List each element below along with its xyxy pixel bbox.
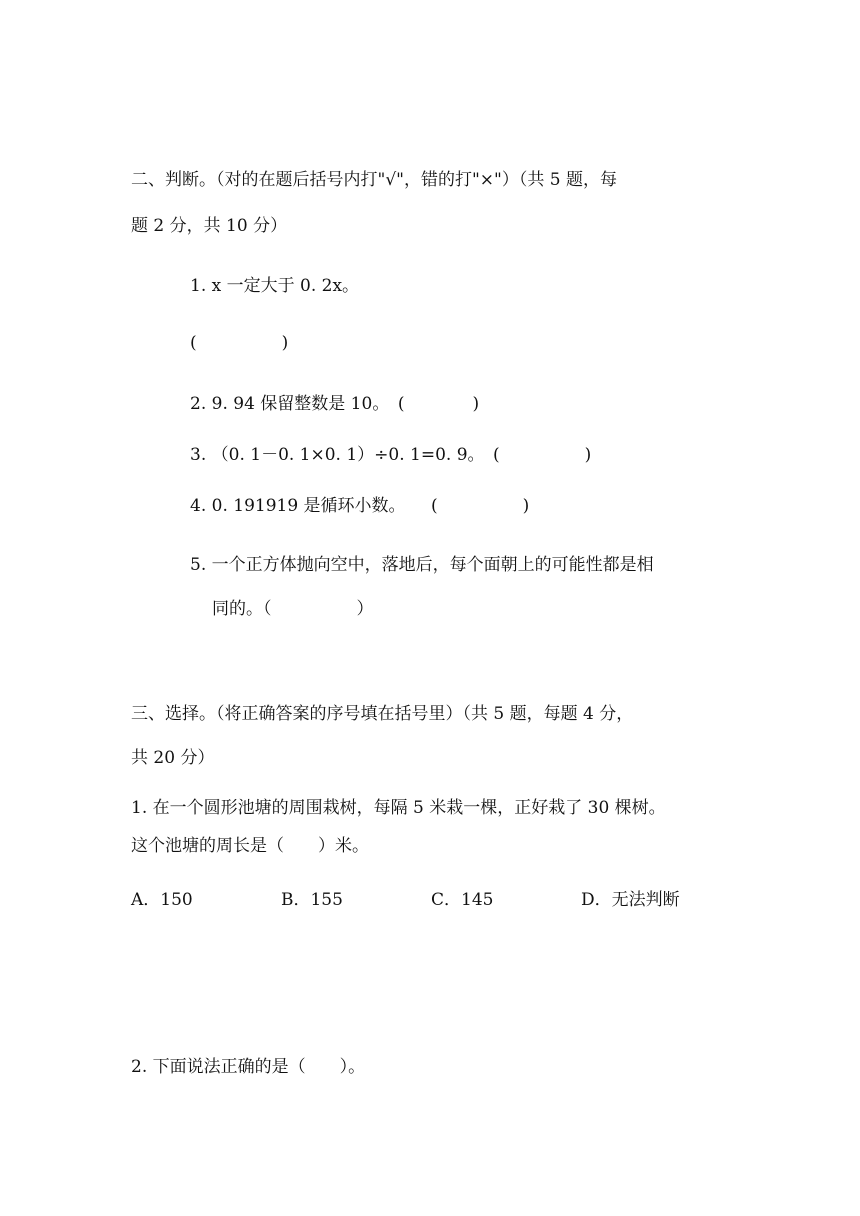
section-3-title-line-1: 三、选择。（将正确答案的序号填在括号里）（共 5 题，每题 4 分， bbox=[131, 704, 634, 724]
judgment-item-2: 2. 9. 94 保留整数是 10。 ( ) bbox=[190, 394, 480, 414]
choice-question-1-line-2: 这个池塘的周长是（ ）米。 bbox=[131, 836, 369, 856]
section-2-title-line-2: 题 2 分，共 10 分） bbox=[131, 216, 288, 236]
choice-option-d: D．无法判断 bbox=[581, 890, 680, 910]
judgment-item-1-answer-bracket: ( ) bbox=[190, 333, 289, 353]
section-3-title-line-2: 共 20 分） bbox=[131, 748, 215, 768]
section-2-title-line-1: 二、判断。（对的在题后括号内打"√"，错的打"×"）（共 5 题，每 bbox=[131, 170, 617, 190]
judgment-item-3: 3. （0. 1－0. 1×0. 1）÷0. 1=0. 9。 ( ) bbox=[190, 445, 592, 465]
choice-option-c: C．145 bbox=[431, 890, 494, 910]
choice-option-a: A．150 bbox=[131, 890, 193, 910]
choice-option-b: B．155 bbox=[281, 890, 343, 910]
judgment-item-5-line-1: 5. 一个正方体抛向空中，落地后，每个面朝上的可能性都是相 bbox=[190, 555, 654, 575]
judgment-item-1: 1. x 一定大于 0. 2x。 bbox=[190, 276, 360, 296]
judgment-item-5-line-2: 同的。（ ） bbox=[212, 599, 374, 619]
choice-question-1-line-1: 1. 在一个圆形池塘的周围栽树，每隔 5 米栽一棵，正好栽了 30 棵树。 bbox=[131, 798, 666, 818]
choice-question-2: 2. 下面说法正确的是（ ）。 bbox=[131, 1057, 366, 1077]
judgment-item-4: 4. 0. 191919 是循环小数。 ( ) bbox=[190, 496, 530, 516]
